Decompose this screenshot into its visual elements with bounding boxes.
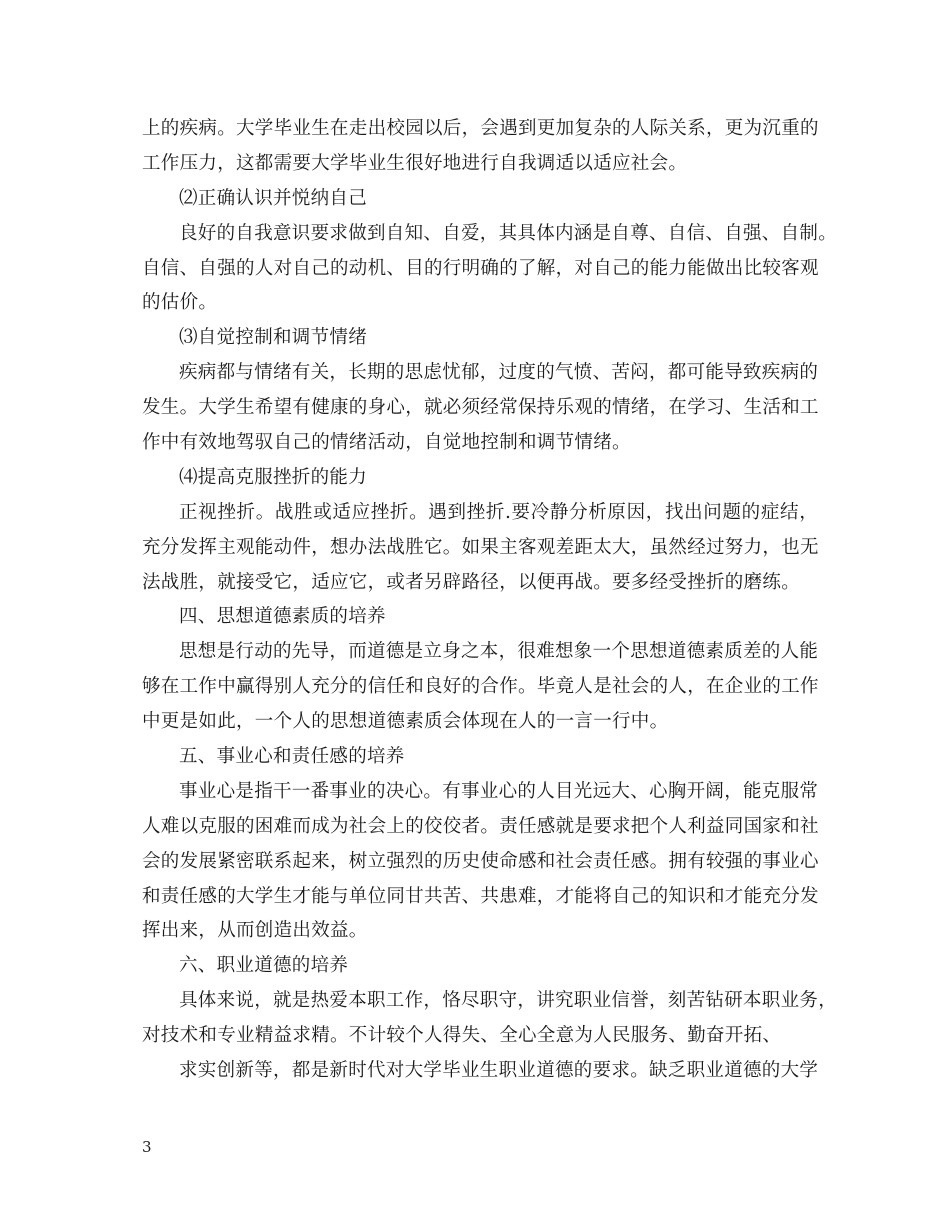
page-number: 3 [142,1138,152,1156]
text-line: 上的疾病。大学毕业生在走出校园以后，会遇到更加复杂的人际关系，更为沉重的 [142,118,819,139]
text-line: 发生。大学生希望有健康的身心，就必须经常保持乐观的情绪，在学习、生活和工 [142,397,819,419]
text-line: 会的发展紧密联系起来，树立强烈的历史使命感和社会责任感。拥有较强的事业心 [142,850,819,872]
text-line: 具体来说，就是热爱本职工作，恪尽职守，讲究职业信誉，刻苦钻研本职业务， [179,990,838,1012]
text-line: 正视挫折。战胜或适应挫折。遇到挫折.要冷静分析原因，找出问题的症结， [179,501,818,523]
section-heading: 六、职业道德的培养 [179,955,349,977]
text-line: 工作压力，这都需要大学毕业生很好地进行自我调适以适应社会。 [142,152,688,174]
subheading: ⑶自觉控制和调节情绪 [179,327,368,349]
text-line: 够在工作中赢得别人充分的信任和良好的合作。毕竟人是社会的人，在企业的工作 [142,676,819,698]
text-line: 事业心是指干一番事业的决心。有事业心的人目光远大、心胸开阔，能克服常 [179,780,819,802]
section-heading: 五、事业心和责任感的培养 [179,746,405,768]
text-line: 疾病都与情绪有关，长期的思虑忧郁，过度的气愤、苦闷，都可能导致疾病的 [179,362,819,384]
text-line: 的估价。 [142,292,218,314]
document-page [142,112,838,1089]
text-line: 中更是如此，一个人的思想道德素质会体现在人的一言一行中。 [142,711,669,733]
text-line: 和责任感的大学生才能与单位同甘共苦、共患难，才能将自己的知识和才能充分发 [142,885,819,907]
section-heading: 四、思想道德素质的培养 [179,606,386,628]
text-line: 求实创新等，都是新时代对大学毕业生职业道德的要求。缺乏职业道德的大学 [179,1060,819,1082]
text-line: 良好的自我意识要求做到自知、自爱，其具体内涵是自尊、自信、自强、自制。 [179,222,838,244]
text-line: 作中有效地驾驭自己的情绪活动，自觉地控制和调节情绪。 [142,432,631,454]
text-line: 法战胜，就接受它，适应它，或者另辟路径，以便再战。要多经受挫折的磨练。 [142,571,801,593]
text-line: 自信、自强的人对自己的动机、目的行明确的了解，对自己的能力能做出比较客观 [142,257,819,279]
text-line: 挥出来，从而创造出效益。 [142,920,368,942]
text-line: 思想是行动的先导，而道德是立身之本，很难想象一个思想道德素质差的人能 [179,641,819,663]
subheading: ⑵正确认识并悦纳自己 [179,187,368,209]
subheading: ⑷提高克服挫折的能力 [179,466,368,488]
text-line: 人难以克服的困难而成为社会上的佼佼者。责任感就是要求把个人利益同国家和社 [142,815,819,837]
text-line: 对技术和专业精益求精。不计较个人得失、全心全意为人民服务、勤奋开拓、 [142,1025,782,1047]
text-line: 充分发挥主观能动件，想办法战胜它。如果主客观差距太大，虽然经过努力，也无 [142,536,819,558]
